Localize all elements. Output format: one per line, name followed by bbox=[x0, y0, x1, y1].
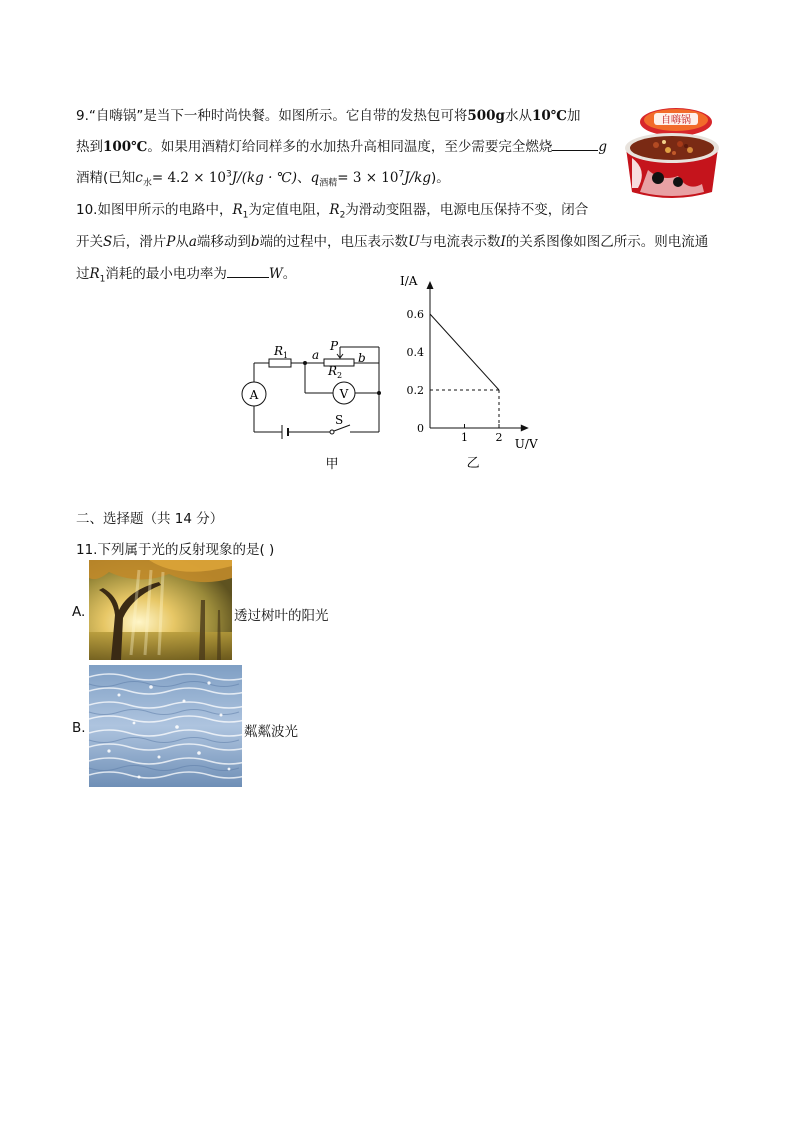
circuit-r2-label: $R_2$ bbox=[328, 364, 343, 380]
y-axis-arrow bbox=[427, 281, 434, 289]
y-tick-label: 0.4 bbox=[406, 346, 424, 359]
x-tick-label: 2 bbox=[495, 431, 503, 444]
q9-answer-blank bbox=[552, 138, 598, 151]
q9-text-1b: 水从 bbox=[505, 108, 532, 124]
y-axis-label: I/A bbox=[400, 274, 418, 288]
q9-q-exp: 7 bbox=[398, 169, 405, 180]
q10-r2-sub: 2 bbox=[339, 210, 346, 221]
q10-r2: R bbox=[329, 202, 340, 218]
option-b-image bbox=[89, 665, 242, 787]
q10-r1-again-sub: 1 bbox=[99, 274, 106, 285]
q9-line-2 bbox=[76, 135, 607, 155]
q10-answer-blank bbox=[227, 265, 269, 278]
q10-unit-w: W bbox=[268, 266, 283, 282]
option-b-letter: B. bbox=[72, 720, 86, 736]
q10-s: S bbox=[103, 234, 113, 250]
q9-mass: 500g bbox=[467, 108, 505, 124]
q10-text-2c: 从 bbox=[175, 234, 189, 250]
node-a-dot bbox=[303, 361, 307, 365]
x-axis-arrow bbox=[521, 425, 529, 432]
q10-text-2: 开关 bbox=[76, 234, 103, 250]
iu-data-line bbox=[430, 314, 499, 390]
q10-text-3: 过 bbox=[76, 266, 90, 282]
q9-text-1: 9.“自嗨锅”是当下一种时尚快餐。如图所示。它自带的发热包可将 bbox=[76, 108, 468, 124]
q10-text-2d: 端移动到 bbox=[196, 234, 251, 250]
q9-temp-start: 10℃ bbox=[532, 108, 567, 124]
q10-line-2 bbox=[76, 230, 708, 250]
y-tick-label: 0.2 bbox=[406, 384, 424, 397]
circuit-caption: 甲 bbox=[325, 457, 339, 472]
voltmeter-symbol: V bbox=[339, 387, 349, 401]
q10-text-1b: 为定值电阻， bbox=[248, 202, 330, 218]
q10-text-1c: 为滑动变阻器，电源电压保持不变，闭合 bbox=[345, 202, 589, 218]
q9-text-2: 热到 bbox=[76, 139, 103, 155]
q9-unit-g: g bbox=[598, 139, 608, 155]
q10-line-3 bbox=[76, 262, 296, 285]
hot-pot-logo-text: 自嗨锅 bbox=[661, 115, 691, 126]
q10-i: I bbox=[500, 234, 506, 250]
circuit-r1-label: $R_1$ bbox=[274, 344, 289, 360]
q10-text-3-end: 。 bbox=[282, 266, 297, 282]
q9-q-symbol: q bbox=[310, 170, 320, 186]
q9-c-exp: 3 bbox=[226, 169, 232, 180]
q9-text-2b: 。如果用酒精灯给同样多的水加热升高相同温度，至少需要完全燃烧 bbox=[147, 139, 553, 155]
x-axis-label: U/V bbox=[514, 437, 538, 451]
q10-text-2b: 后，滑片 bbox=[112, 234, 167, 250]
option-a-image bbox=[89, 560, 232, 660]
y-tick-label: 0 bbox=[417, 422, 424, 435]
q10-r1-again: R bbox=[89, 266, 100, 282]
q9-q-value: = 3 × 10 bbox=[337, 170, 399, 186]
q9-q-unit: J/kg bbox=[404, 170, 432, 186]
q11-question: 11.下列属于光的反射现象的是( ) bbox=[76, 542, 275, 558]
q10-r1: R bbox=[232, 202, 243, 218]
iu-graph bbox=[390, 274, 570, 477]
circuit-diagram bbox=[232, 330, 392, 475]
q10-text-2g: 的关系图像如图乙所示。则电流通 bbox=[505, 234, 709, 250]
section-heading: 二、选择题（共 14 分） bbox=[76, 511, 224, 527]
x-tick-label: 1 bbox=[461, 431, 468, 444]
q9-text-3-end: )。 bbox=[431, 170, 450, 186]
switch-label: S bbox=[335, 413, 344, 427]
option-a-text: 透过树叶的阳光 bbox=[234, 608, 329, 624]
option-a-letter: A. bbox=[72, 604, 86, 620]
q10-line-1 bbox=[76, 198, 588, 221]
q10-a: a bbox=[188, 234, 197, 250]
q9-c-sub: 水 bbox=[142, 178, 152, 189]
node-right-dot bbox=[377, 391, 381, 395]
q10-text-2f: 与电流表示数 bbox=[419, 234, 501, 250]
option-b-text: 粼粼波光 bbox=[244, 724, 298, 740]
q9-c-value: = 4.2 × 10 bbox=[151, 170, 227, 186]
q9-line-3 bbox=[76, 166, 450, 189]
q10-p: P bbox=[166, 234, 176, 250]
q10-u: U bbox=[408, 234, 420, 250]
q9-line-1 bbox=[76, 104, 580, 124]
ammeter-symbol: A bbox=[249, 388, 259, 402]
q10-text-3b: 消耗的最小电功率为 bbox=[105, 266, 227, 282]
q10-text-2e: 端的过程中，电压表示数 bbox=[259, 234, 409, 250]
graph-caption: 乙 bbox=[466, 456, 480, 471]
q9-text-3: 酒精(已知 bbox=[76, 170, 136, 186]
circuit-p-label: P bbox=[330, 339, 339, 353]
hot-pot-image bbox=[618, 100, 726, 205]
q9-c-symbol: c bbox=[135, 170, 143, 186]
q9-text-1c: 加 bbox=[566, 108, 581, 124]
q9-q-sub: 酒精 bbox=[319, 178, 338, 189]
q9-c-unit: J/(kg · ℃) bbox=[231, 170, 298, 186]
circuit-b-label: b bbox=[358, 351, 366, 365]
q10-r1-sub: 1 bbox=[242, 210, 249, 221]
q10-b: b bbox=[250, 234, 260, 250]
q10-text-1: 10.如图甲所示的电路中， bbox=[76, 202, 233, 218]
q9-temp-end: 100℃ bbox=[103, 139, 148, 155]
circuit-a-label: a bbox=[312, 348, 320, 362]
q9-sep: 、 bbox=[297, 170, 311, 186]
y-tick-label: 0.6 bbox=[406, 308, 424, 321]
